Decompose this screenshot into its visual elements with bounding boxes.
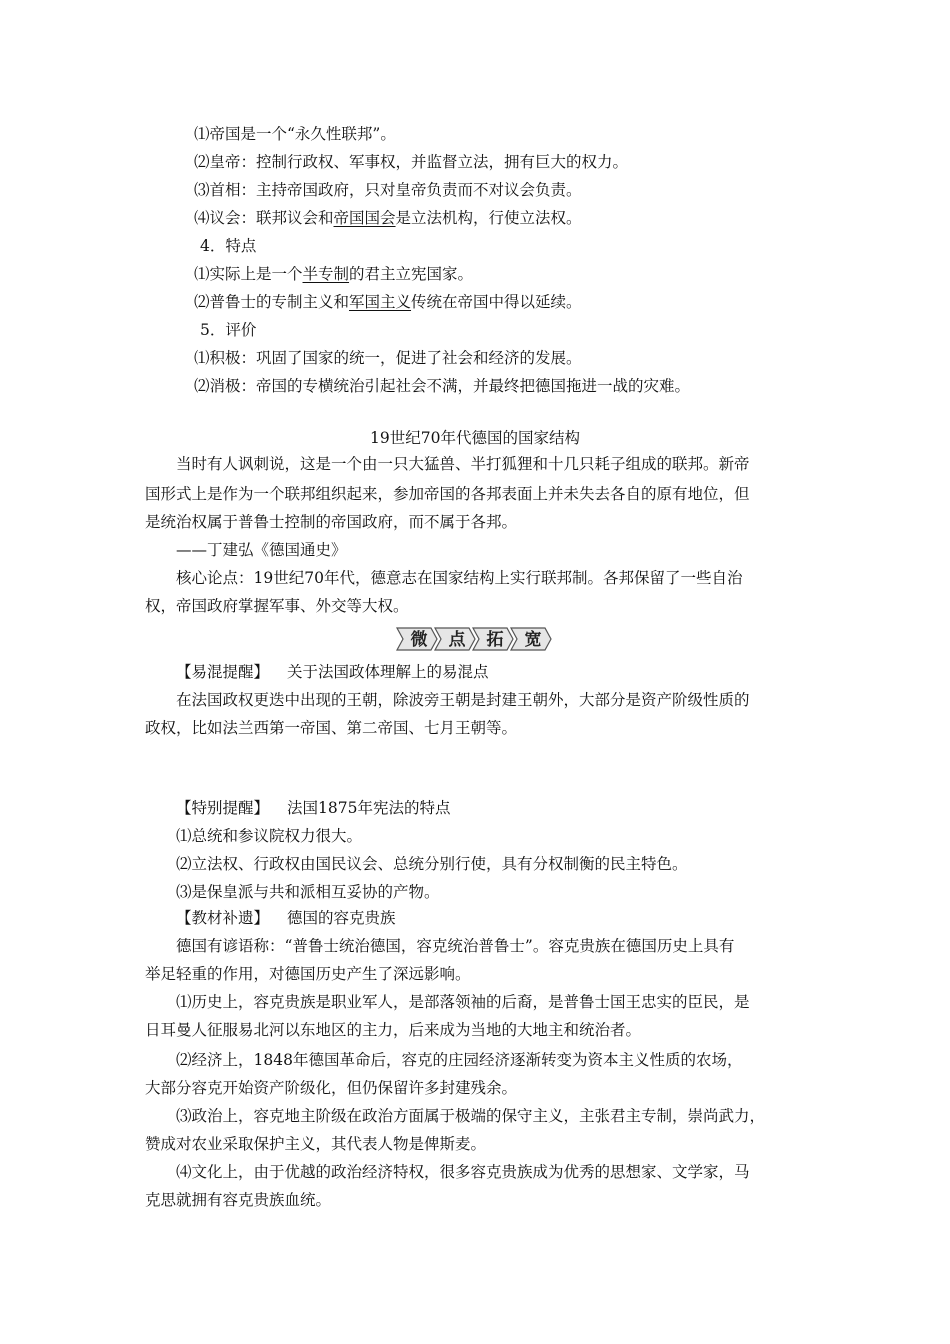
evaluation-positive: ⑴积极：巩固了国家的统一，促进了社会和经济的发展。 xyxy=(194,349,582,367)
tip-tag: 【易混提醒】 xyxy=(176,663,270,681)
tip-tag: 【教材补遗】 xyxy=(176,909,270,927)
tip-confusion-line-1: 在法国政权更迭中出现的王朝，除波旁王朝是封建王朝外，大部分是资产阶级性质的 xyxy=(176,691,750,709)
tip-supplement-line-1: 德国有谚语称：“普鲁士统治德国，容克统治普鲁士”。容克贵族在德国历史上具有 xyxy=(176,937,735,955)
evaluation-heading: 5．评价 xyxy=(200,321,257,339)
tip-supplement-line-5: ⑵经济上，1848年德国革命后，容克的庄园经济逐渐转变为资本主义性质的农场， xyxy=(176,1051,743,1069)
section-banner xyxy=(0,626,950,652)
banner-char-4: 宽 xyxy=(524,630,542,650)
tip-confusion-line-2: 政权，比如法兰西第一帝国、第二帝国、七月王朝等。 xyxy=(145,719,518,737)
tip-supplement-line-3: ⑴历史上，容克贵族是职业军人，是部落领袖的后裔，是普鲁士国王忠实的臣民，是 xyxy=(176,993,750,1011)
item-emperor: ⑵皇帝：控制行政权、军事权，并监督立法，拥有巨大的权力。 xyxy=(194,153,629,171)
tip-supplement-line-2: 举足轻重的作用，对德国历史产生了深远影响。 xyxy=(145,965,471,983)
tip-supplement-line-9: ⑷文化上，由于优越的政治经济特权，很多容克贵族成为优秀的思想家、文学家，马 xyxy=(176,1163,750,1181)
tip-special-item-3: ⑶是保皇派与共和派相互妥协的产物。 xyxy=(176,883,440,901)
material-source: ——丁建弘《德国通史》 xyxy=(176,541,347,559)
evaluation-negative: ⑵消极：帝国的专横统治引起社会不满，并最终把德国拖进一战的灾难。 xyxy=(194,377,691,395)
item-parliament: ⑷议会：联邦议会和帝国国会是立法机构，行使立法权。 xyxy=(194,209,582,227)
banner-graphic xyxy=(395,626,555,652)
underlined-term: 军国主义 xyxy=(349,293,412,311)
tip-supplement-line-7: ⑶政治上，容克地主阶级在政治方面属于极端的保守主义，主张君主专制，崇尚武力， xyxy=(176,1107,766,1125)
material-line-1: 当时有人讽刺说，这是一个由一只大猛兽、半打狐狸和十几只耗子组成的联邦。新帝 xyxy=(176,455,750,473)
tip-title: 德国的容克贵族 xyxy=(287,909,396,927)
underlined-term: 帝国国会 xyxy=(333,209,396,227)
item-chancellor: ⑶首相：主持帝国政府，只对皇帝负责而不对议会负责。 xyxy=(194,181,582,199)
feature-item-1: ⑴实际上是一个半专制的君主立宪国家。 xyxy=(194,265,474,283)
tip-supplement-line-4: 日耳曼人征服易北河以东地区的主力，后来成为当地的大地主和统治者。 xyxy=(145,1021,642,1039)
features-heading: 4．特点 xyxy=(200,237,257,255)
banner-char-3: 拓 xyxy=(486,630,504,650)
feature-item-2: ⑵普鲁士的专制主义和军国主义传统在帝国中得以延续。 xyxy=(194,293,582,311)
material-title: 19世纪70年代德国的国家结构 xyxy=(370,429,580,447)
tip-title: 关于法国政体理解上的易混点 xyxy=(287,663,489,681)
banner-char-1: 微 xyxy=(410,630,428,650)
tip-confusion-heading xyxy=(176,662,489,682)
tip-supplement-line-6: 大部分容克开始资产阶级化，但仍保留许多封建残余。 xyxy=(145,1079,518,1097)
tip-supplement-line-10: 克思就拥有容克贵族血统。 xyxy=(145,1191,332,1209)
core-argument-line-1: 核心论点：19世纪70年代，德意志在国家结构上实行联邦制。各邦保留了一些自治 xyxy=(176,569,743,587)
tip-title: 法国1875年宪法的特点 xyxy=(287,799,451,817)
tip-supplement-line-8: 赞成对农业采取保护主义，其代表人物是俾斯麦。 xyxy=(145,1135,487,1153)
tip-special-heading xyxy=(176,798,450,818)
material-line-2: 国形式上是作为一个联邦组织起来，参加帝国的各邦表面上并未失去各自的原有地位，但 xyxy=(145,485,750,503)
tip-supplement-heading xyxy=(176,908,396,928)
tip-special-item-2: ⑵立法权、行政权由国民议会、总统分别行使，具有分权制衡的民主特色。 xyxy=(176,855,688,873)
banner-char-2: 点 xyxy=(448,630,466,650)
item-empire-union: ⑴帝国是一个“永久性联邦”。 xyxy=(194,125,396,143)
underlined-term: 半专制 xyxy=(302,265,350,283)
core-argument-line-2: 权，帝国政府掌握军事、外交等大权。 xyxy=(145,597,409,615)
material-line-3: 是统治权属于普鲁士控制的帝国政府，而不属于各邦。 xyxy=(145,513,518,531)
tip-special-item-1: ⑴总统和参议院权力很大。 xyxy=(176,827,363,845)
tip-tag: 【特别提醒】 xyxy=(176,799,270,817)
